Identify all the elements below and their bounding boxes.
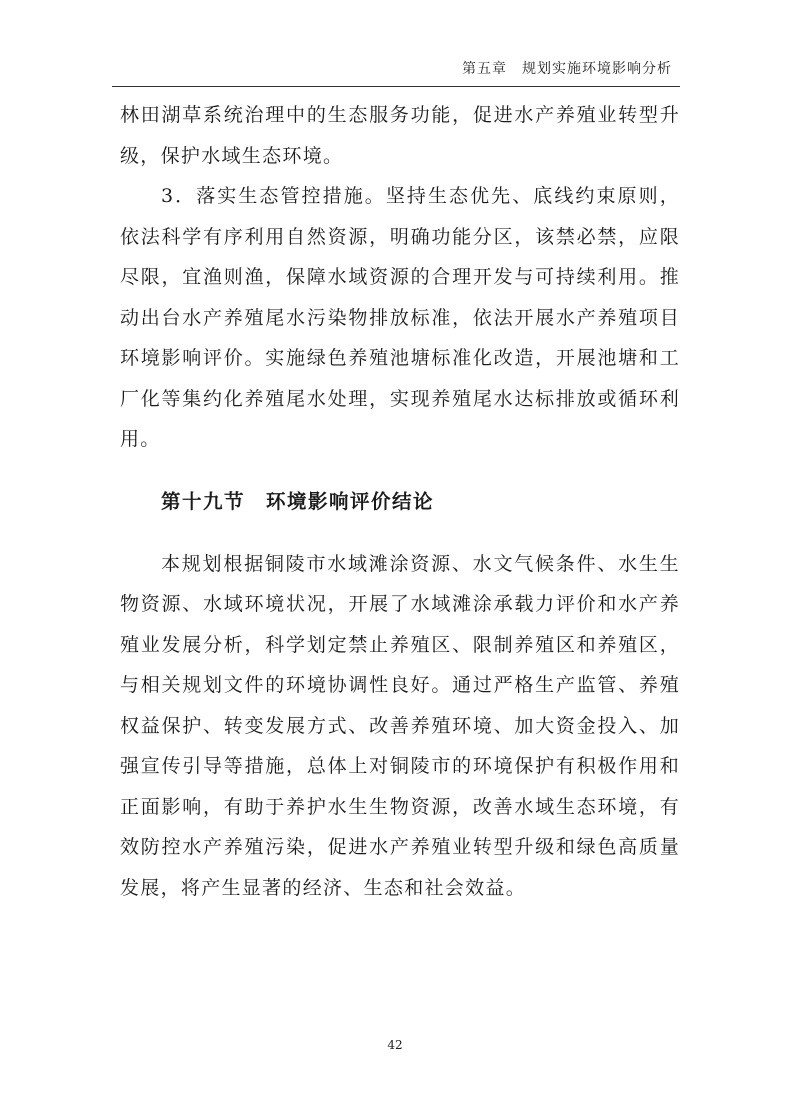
running-header: 第五章 规划实施环境影响分析: [462, 61, 672, 77]
paragraph-conclusion: 本规划根据铜陵市水域滩涂资源、水文气候条件、水生生物资源、水域环境状况，开展了水域滩涂承载力评价和水产养殖业发展分析，科学划定禁止养殖区、限制养殖区和养殖区，与相关规划文件的环境协调性良好。通过严格生产监管、养殖权益保护、转变发展方式、改善养殖环境、加大资金投入、加强宣传引导等措施，总体上对铜陵市的环境保护有积极作用和正面影响，有助于养护水生生物资源，改善水域生态环境，有效防控水产养殖污染，促进水产养殖业转型升级和绿色高质量发展，将产生显著的经济、生态和社会效益。: [120, 552, 680, 899]
paragraph-continuation: 林田湖草系统治理中的生态服务功能，促进水产养殖业转型升级，保护水域生态环境。: [120, 104, 680, 167]
body-text: [120, 95, 680, 908]
page-number: 42: [387, 1038, 403, 1052]
header-rule: [112, 86, 680, 87]
section-heading: 第十九节 环境影响评价结论: [161, 489, 435, 513]
paragraph-item-3: 3．落实生态管控措施。坚持生态优先、底线约束原则，依法科学有序利用自然资源，明确功能分区，该禁必禁，应限尽限，宜渔则渔，保障水域资源的合理开发与可持续利用。推动出台水产养殖尾水污染物排放标准，依法开展水产养殖项目环境影响评价。实施绿色养殖池塘标准化改造，开展池塘和工厂化等集约化养殖尾水处理，实现养殖尾水达标排放或循环利用。: [120, 185, 680, 450]
